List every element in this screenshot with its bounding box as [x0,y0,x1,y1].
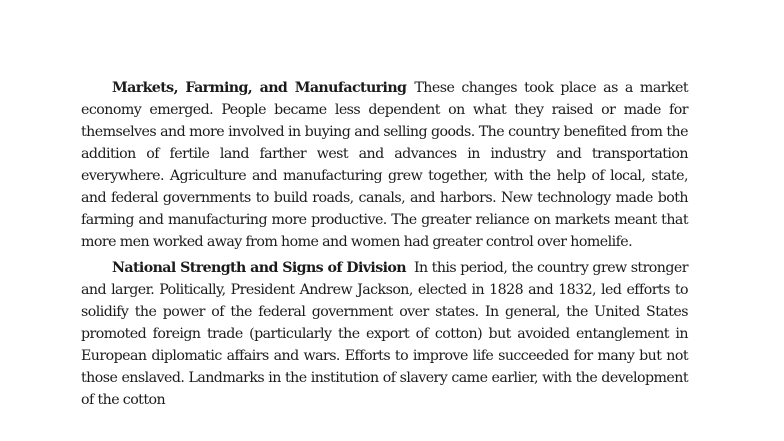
paragraph-markets-farming-manufacturing [81,77,688,253]
paragraph-body: These changes took place as a market economy emerged. People became less dependent on what they raised or made for themselves and more involved in buying and selling goods. The country benefited from the addition of fertile land farther west and advances in industry and transportation everywhere. Agriculture and manufacturing grew together, with the help of local, state, and federal governments to build roads, canals, and harbors. New technology made both farming and manufacturing more productive. The greater reliance on markets meant that more men worked away from home and women had greater control over homelife. [81,80,689,250]
paragraph-heading: Markets, Farming, and Manufacturing [112,80,407,96]
paragraph-heading: National Strength and Signs of Division [112,260,406,276]
paragraph-body: In this period, the country grew stronger and larger. Politically, President Andrew Jackson, elected in 1828 and 1832, led efforts to solidify the power of the federal government over states. In general, the United States promoted foreign trade (particularly the export of cotton) but avoided entanglement in European diplomatic affairs and wars. Efforts to improve life succeeded for many but not those enslaved. Landmarks in the institution of slavery came earlier, with the development of the cotton [81,260,688,408]
paragraph-national-strength [81,257,688,411]
document-page [81,77,688,415]
